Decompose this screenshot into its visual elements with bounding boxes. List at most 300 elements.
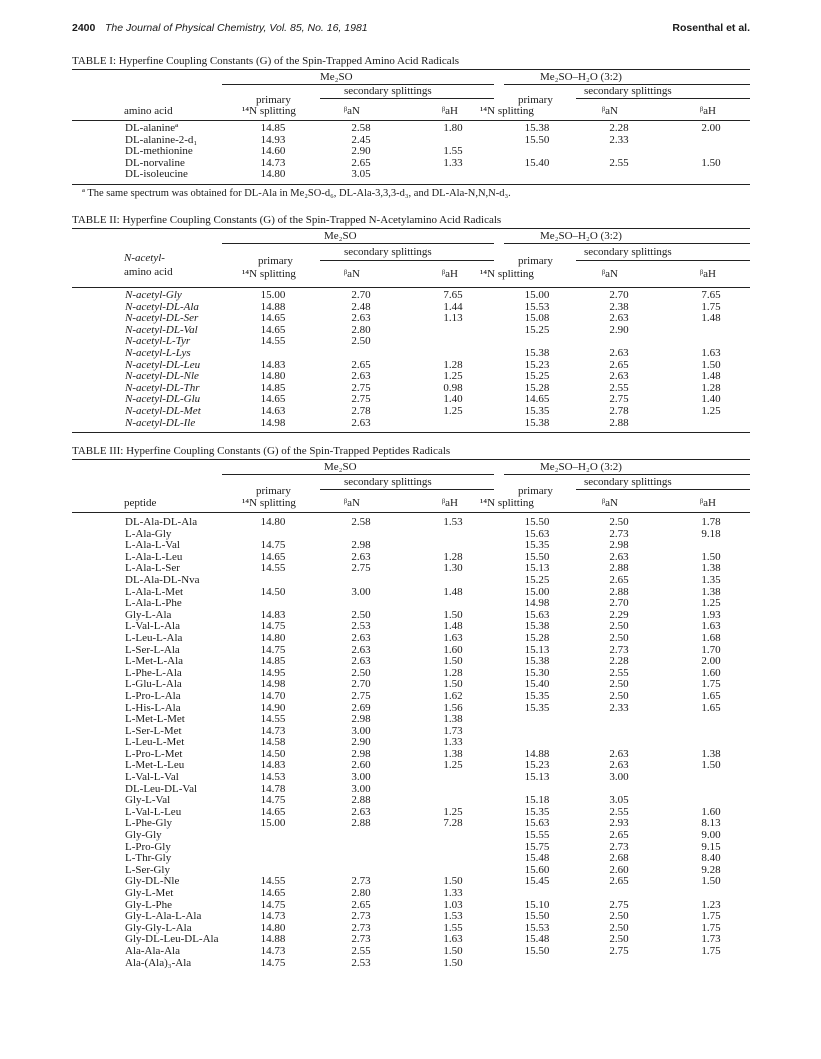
- cell-value: 15.63: [524, 608, 550, 621]
- cell-value: 14.80: [260, 921, 286, 934]
- cell-value: 14.73: [260, 156, 286, 169]
- cell-value: 1.56: [443, 701, 463, 714]
- cell-value: 15.25: [524, 370, 550, 383]
- cell-value: 15.00: [260, 289, 286, 301]
- cell-value: 1.38: [701, 585, 721, 598]
- cell-value: 2.55: [609, 666, 629, 679]
- row-label: N-acetyl-DL-Leu: [125, 358, 201, 371]
- row-label: L-Thr-Gly: [125, 852, 172, 865]
- row-label: N-acetyl-DL-Ile: [125, 416, 196, 429]
- row-label: DL-alanine-2-d₁: [125, 133, 198, 146]
- row-label: DL-Leu-DL-Val: [125, 782, 198, 795]
- row-label: Ala-(Ala)₃-Ala: [125, 956, 192, 969]
- table-row: [72, 772, 750, 784]
- cell-value: 1.63: [701, 346, 721, 359]
- row-label: Gly-L-Val: [125, 794, 171, 807]
- group-left: Me₂SO: [324, 230, 357, 242]
- splitting-label-2: ¹⁴N splitting: [480, 497, 534, 509]
- cell-value: 14.75: [260, 643, 286, 656]
- cell-value: 2.88: [351, 794, 371, 807]
- cell-value: 2.65: [609, 573, 629, 586]
- cell-value: 2.65: [351, 358, 371, 371]
- cell-value: 1.50: [701, 875, 721, 888]
- cell-value: 9.28: [701, 863, 721, 876]
- cell-value: 1.65: [701, 701, 721, 714]
- cell-value: 15.00: [524, 289, 550, 301]
- cell-value: 2.33: [609, 133, 629, 146]
- cell-value: 2.90: [351, 736, 371, 749]
- cell-value: 2.65: [609, 829, 629, 842]
- cell-value: 2.73: [351, 933, 371, 946]
- cell-value: 2.73: [351, 875, 371, 888]
- row-label: Gly-L-Ala-L-Ala: [125, 910, 202, 923]
- cell-value: 2.63: [609, 346, 629, 359]
- aH-header-2: ᵝaH: [700, 268, 716, 280]
- cell-value: 1.40: [443, 393, 463, 406]
- cell-value: 14.90: [260, 701, 286, 714]
- cell-value: 14.85: [260, 381, 286, 394]
- row-label: L-Ser-Gly: [125, 863, 170, 876]
- cell-value: 14.55: [260, 875, 286, 888]
- cell-value: 2.63: [351, 370, 371, 383]
- cell-value: 15.53: [524, 300, 550, 313]
- cell-value: 15.38: [524, 122, 550, 134]
- cell-value: 2.63: [609, 747, 629, 760]
- cell-value: 15.45: [524, 875, 550, 888]
- cell-value: 8.13: [701, 817, 721, 830]
- cell-value: 1.73: [443, 724, 463, 737]
- cell-value: 2.50: [609, 516, 629, 528]
- table-3-title: TABLE III: Hyperfine Coupling Constants (G) of the Spin-Trapped Peptides Radicals: [72, 445, 451, 457]
- cell-value: 15.08: [524, 312, 550, 325]
- cell-value: 1.38: [443, 713, 463, 726]
- group-right: Me₂SO–H₂O (3:2): [540, 71, 622, 83]
- aN-header-2: ᵝaN: [602, 497, 618, 509]
- splitting-label: ¹⁴N splitting: [242, 105, 296, 117]
- cell-value: 1.50: [443, 944, 463, 957]
- cell-value: 2.63: [609, 550, 629, 563]
- cell-value: 2.73: [351, 921, 371, 934]
- cell-value: 1.62: [443, 689, 463, 702]
- cell-value: 14.83: [260, 608, 286, 621]
- row-label: N-acetyl-L-Lys: [125, 346, 191, 359]
- cell-value: 2.63: [351, 416, 371, 429]
- row-label: DL-alanineª: [125, 122, 179, 134]
- cell-value: 14.83: [260, 358, 286, 371]
- cell-value: 2.63: [351, 643, 371, 656]
- cell-value: 2.90: [609, 323, 629, 336]
- row-label: Gly-L-Met: [125, 887, 174, 899]
- cell-value: 15.13: [524, 771, 550, 784]
- cell-value: 1.28: [443, 550, 463, 563]
- column-header-peptide: peptide: [124, 497, 157, 509]
- cell-value: 2.50: [351, 666, 371, 679]
- cell-value: 15.75: [524, 840, 550, 853]
- table-row: [72, 888, 750, 900]
- cell-value: 1.33: [443, 887, 463, 899]
- splitting-label: ¹⁴N splitting: [242, 497, 296, 509]
- cell-value: 14.80: [260, 516, 286, 528]
- cell-value: 3.00: [351, 782, 371, 795]
- table-row: [72, 807, 750, 819]
- cell-value: 1.50: [443, 678, 463, 691]
- cell-value: 14.73: [260, 944, 286, 957]
- cell-value: 15.35: [524, 539, 550, 552]
- cell-value: 14.85: [260, 122, 286, 134]
- cell-value: 2.50: [609, 689, 629, 702]
- cell-value: 2.98: [351, 747, 371, 760]
- cell-value: 8.40: [701, 852, 721, 865]
- cell-value: 2.58: [351, 516, 371, 528]
- cell-value: 2.55: [351, 944, 371, 957]
- cell-value: 2.70: [351, 678, 371, 691]
- cell-value: 1.33: [443, 736, 463, 749]
- row-label: L-Pro-L-Ala: [125, 689, 181, 702]
- cell-value: 1.50: [443, 956, 463, 969]
- cell-value: 1.23: [701, 898, 721, 911]
- cell-value: 1.75: [701, 910, 721, 923]
- cell-value: 14.85: [260, 655, 286, 668]
- table-row: [72, 517, 750, 529]
- row-label: N-acetyl-DL-Thr: [125, 381, 200, 394]
- cell-value: 2.50: [609, 678, 629, 691]
- splitting-label-2: ¹⁴N splitting: [480, 105, 534, 117]
- cell-value: 1.75: [701, 678, 721, 691]
- cell-value: 15.50: [524, 516, 550, 528]
- row-label: Gly-DL-Leu-DL-Ala: [125, 933, 219, 946]
- aH-header-2: ᵝaH: [700, 105, 716, 117]
- row-label: L-Ser-L-Ala: [125, 643, 180, 656]
- cell-value: 1.50: [701, 358, 721, 371]
- cell-value: 1.25: [443, 370, 463, 383]
- row-label: N-acetyl-DL-Val: [125, 323, 198, 336]
- primary-label-2: primary: [518, 94, 553, 106]
- cell-value: 1.75: [701, 921, 721, 934]
- cell-value: 2.48: [351, 300, 371, 313]
- row-label: DL-Ala-DL-Nva: [125, 573, 200, 586]
- cell-value: 2.55: [609, 381, 629, 394]
- cell-value: 14.88: [260, 300, 286, 313]
- row-label: L-Phe-L-Ala: [125, 666, 182, 679]
- cell-value: 15.18: [524, 794, 550, 807]
- cell-value: 9.00: [701, 829, 721, 842]
- cell-value: 14.70: [260, 689, 286, 702]
- cell-value: 2.73: [609, 527, 629, 540]
- cell-value: 14.73: [260, 724, 286, 737]
- column-header-amino-acid: amino acid: [124, 105, 173, 117]
- cell-value: 15.25: [524, 573, 550, 586]
- cell-value: 7.65: [701, 289, 721, 301]
- row-label: N-acetyl-L-Tyr: [125, 335, 191, 348]
- cell-value: 15.35: [524, 404, 550, 417]
- table-3-header: [72, 459, 750, 513]
- cell-value: 2.63: [351, 655, 371, 668]
- cell-value: 1.78: [701, 516, 721, 528]
- cell-value: 2.53: [351, 620, 371, 633]
- cell-value: 14.75: [260, 794, 286, 807]
- group-right: Me₂SO–H₂O (3:2): [540, 230, 622, 242]
- cell-value: 15.00: [524, 585, 550, 598]
- cell-value: 2.70: [351, 289, 371, 301]
- cell-value: 1.30: [443, 562, 463, 575]
- table-row: [72, 691, 750, 703]
- cell-value: 3.05: [609, 794, 629, 807]
- cell-value: 2.50: [609, 933, 629, 946]
- column-header-line-1: N-acetyl-: [124, 252, 165, 264]
- cell-value: 2.90: [351, 145, 371, 158]
- cell-value: 2.78: [351, 404, 371, 417]
- cell-value: 14.65: [524, 393, 550, 406]
- row-label: N-acetyl-DL-Nle: [125, 370, 199, 383]
- cell-value: 14.98: [524, 597, 550, 610]
- cell-value: 1.60: [701, 666, 721, 679]
- table-row: [72, 633, 750, 645]
- cell-value: 14.53: [260, 771, 286, 784]
- cell-value: 1.28: [443, 358, 463, 371]
- cell-value: 14.80: [260, 168, 286, 181]
- row-label: DL-methionine: [125, 145, 193, 158]
- row-label: Gly-DL-Nle: [125, 875, 180, 888]
- cell-value: 15.38: [524, 620, 550, 633]
- cell-value: 2.28: [609, 122, 629, 134]
- cell-value: 2.28: [609, 655, 629, 668]
- cell-value: 14.65: [260, 323, 286, 336]
- row-label: Gly-Gly: [125, 829, 162, 842]
- group-left: Me₂SO: [320, 71, 353, 83]
- cell-value: 1.63: [443, 933, 463, 946]
- cell-value: 2.50: [609, 921, 629, 934]
- table-2-body: [72, 288, 750, 433]
- cell-value: 1.35: [701, 573, 721, 586]
- cell-value: 14.95: [260, 666, 286, 679]
- table-2: [72, 212, 750, 433]
- cell-value: 14.55: [260, 562, 286, 575]
- cell-value: 2.55: [609, 156, 629, 169]
- cell-value: 1.33: [443, 156, 463, 169]
- cell-value: 14.93: [260, 133, 286, 146]
- cell-value: 2.38: [609, 300, 629, 313]
- table-row: [72, 290, 750, 302]
- cell-value: 14.80: [260, 631, 286, 644]
- cell-value: 2.63: [351, 631, 371, 644]
- row-label: L-Met-L-Ala: [125, 655, 184, 668]
- row-label: L-Glu-L-Ala: [125, 678, 182, 691]
- cell-value: 14.98: [260, 678, 286, 691]
- cell-value: 2.75: [609, 393, 629, 406]
- cell-value: 1.38: [701, 747, 721, 760]
- journal-citation: The Journal of Physical Chemistry, Vol. 85, No. 16, 1981: [105, 22, 368, 34]
- table-row: [72, 946, 750, 958]
- authors: Rosenthal et al.: [672, 22, 750, 34]
- cell-value: 2.29: [609, 608, 629, 621]
- cell-value: 1.28: [701, 381, 721, 394]
- cell-value: 15.38: [524, 655, 550, 668]
- cell-value: 15.63: [524, 527, 550, 540]
- table-1: [72, 53, 750, 199]
- cell-value: 14.65: [260, 805, 286, 818]
- group-left: Me₂SO: [324, 461, 357, 473]
- cell-value: 2.58: [351, 122, 371, 134]
- cell-value: 1.40: [701, 393, 721, 406]
- aH-header: ᵝaH: [442, 497, 458, 509]
- cell-value: 15.50: [524, 944, 550, 957]
- table-1-title: TABLE I: Hyperfine Coupling Constants (G) of the Spin-Trapped Amino Acid Radicals: [72, 55, 460, 67]
- aN-header-2: ᵝaN: [602, 268, 618, 280]
- cell-value: 2.33: [609, 701, 629, 714]
- row-label: DL-isoleucine: [125, 168, 188, 181]
- secondary-label-2: secondary splittings: [584, 246, 672, 258]
- cell-value: 1.25: [701, 597, 721, 610]
- cell-value: 1.65: [701, 689, 721, 702]
- table-row: [72, 418, 750, 430]
- cell-value: 15.23: [524, 358, 550, 371]
- cell-value: 3.00: [609, 771, 629, 784]
- cell-value: 1.13: [443, 312, 463, 325]
- cell-value: 1.50: [701, 550, 721, 563]
- cell-value: 14.75: [260, 898, 286, 911]
- group-right: Me₂SO–H₂O (3:2): [540, 461, 622, 473]
- cell-value: 1.38: [701, 562, 721, 575]
- row-label: L-Ala-L-Met: [125, 585, 184, 598]
- cell-value: 2.69: [351, 701, 371, 714]
- cell-value: 15.13: [524, 562, 550, 575]
- cell-value: 15.23: [524, 759, 550, 772]
- cell-value: 14.75: [260, 620, 286, 633]
- cell-value: 1.50: [701, 156, 721, 169]
- cell-value: 2.78: [609, 404, 629, 417]
- table-1-header: [72, 69, 750, 121]
- secondary-label: secondary splittings: [344, 246, 432, 258]
- cell-value: 2.50: [351, 335, 371, 348]
- row-label: N-acetyl-DL-Ser: [125, 312, 199, 325]
- cell-value: 2.65: [609, 875, 629, 888]
- cell-value: 2.63: [351, 805, 371, 818]
- row-label: L-Leu-L-Ala: [125, 631, 183, 644]
- row-label: L-Ala-L-Ser: [125, 562, 180, 575]
- cell-value: 1.73: [701, 933, 721, 946]
- cell-value: 2.50: [351, 608, 371, 621]
- cell-value: 3.05: [351, 168, 371, 181]
- cell-value: 15.40: [524, 678, 550, 691]
- aN-header-2: ᵝaN: [602, 105, 618, 117]
- cell-value: 15.50: [524, 910, 550, 923]
- cell-value: 15.40: [524, 156, 550, 169]
- cell-value: 7.28: [443, 817, 463, 830]
- cell-value: 1.44: [443, 300, 463, 313]
- running-header: [72, 22, 750, 38]
- table-row: [72, 169, 750, 181]
- row-label: L-Met-L-Met: [125, 713, 185, 726]
- cell-value: 15.35: [524, 805, 550, 818]
- row-label: L-Val-L-Val: [125, 771, 179, 784]
- cell-value: 15.63: [524, 817, 550, 830]
- cell-value: 1.70: [701, 643, 721, 656]
- cell-value: 15.53: [524, 921, 550, 934]
- cell-value: 15.00: [260, 817, 286, 830]
- table-row: [72, 348, 750, 360]
- cell-value: 14.75: [260, 956, 286, 969]
- table-row: [72, 830, 750, 842]
- cell-value: 1.25: [443, 404, 463, 417]
- cell-value: 1.53: [443, 910, 463, 923]
- cell-value: 2.50: [609, 620, 629, 633]
- primary-label: primary: [256, 485, 291, 497]
- cell-value: 2.75: [351, 562, 371, 575]
- cell-value: 2.50: [609, 910, 629, 923]
- cell-value: 1.25: [443, 759, 463, 772]
- cell-value: 14.50: [260, 747, 286, 760]
- table-row: [72, 876, 750, 888]
- cell-value: 1.50: [443, 655, 463, 668]
- cell-value: 7.65: [443, 289, 463, 301]
- cell-value: 15.10: [524, 898, 550, 911]
- cell-value: 0.98: [443, 381, 463, 394]
- cell-value: 2.63: [609, 312, 629, 325]
- cell-value: 2.65: [609, 358, 629, 371]
- table-row: [72, 371, 750, 383]
- cell-value: 2.00: [701, 655, 721, 668]
- table-row: [72, 958, 750, 970]
- table-1-body: [72, 121, 750, 185]
- cell-value: 1.25: [701, 404, 721, 417]
- cell-value: 1.60: [701, 805, 721, 818]
- cell-value: 2.73: [351, 910, 371, 923]
- cell-value: 2.65: [351, 898, 371, 911]
- primary-label: primary: [256, 94, 291, 106]
- cell-value: 3.00: [351, 724, 371, 737]
- cell-value: 2.93: [609, 817, 629, 830]
- cell-value: 14.73: [260, 910, 286, 923]
- cell-value: 2.65: [351, 156, 371, 169]
- row-label: Gly-Gly-L-Ala: [125, 921, 192, 934]
- cell-value: 14.98: [260, 416, 286, 429]
- cell-value: 15.38: [524, 346, 550, 359]
- cell-value: 2.88: [609, 562, 629, 575]
- table-3-body: [72, 513, 750, 972]
- cell-value: 2.75: [609, 898, 629, 911]
- cell-value: 1.63: [701, 620, 721, 633]
- row-label: L-His-L-Ala: [125, 701, 181, 714]
- cell-value: 14.88: [524, 747, 550, 760]
- cell-value: 14.50: [260, 585, 286, 598]
- row-label: L-Ala-L-Leu: [125, 550, 183, 563]
- cell-value: 14.75: [260, 539, 286, 552]
- secondary-label-2: secondary splittings: [584, 476, 672, 488]
- cell-value: 1.28: [443, 666, 463, 679]
- cell-value: 2.73: [609, 643, 629, 656]
- cell-value: 2.98: [351, 713, 371, 726]
- cell-value: 1.38: [443, 747, 463, 760]
- cell-value: 3.00: [351, 771, 371, 784]
- table-row: [72, 123, 750, 135]
- table-row: [72, 598, 750, 610]
- cell-value: 1.48: [443, 620, 463, 633]
- cell-value: 14.55: [260, 713, 286, 726]
- aH-header: ᵝaH: [442, 105, 458, 117]
- aN-header: ᵝaN: [344, 268, 360, 280]
- table-row: [72, 853, 750, 865]
- cell-value: 1.03: [443, 898, 463, 911]
- cell-value: 2.45: [351, 133, 371, 146]
- cell-value: 14.78: [260, 782, 286, 795]
- aH-header: ᵝaH: [442, 268, 458, 280]
- cell-value: 2.98: [609, 539, 629, 552]
- cell-value: 9.18: [701, 527, 721, 540]
- cell-value: 1.55: [443, 145, 463, 158]
- cell-value: 14.65: [260, 887, 286, 899]
- cell-value: 14.60: [260, 145, 286, 158]
- row-label: DL-norvaline: [125, 156, 185, 169]
